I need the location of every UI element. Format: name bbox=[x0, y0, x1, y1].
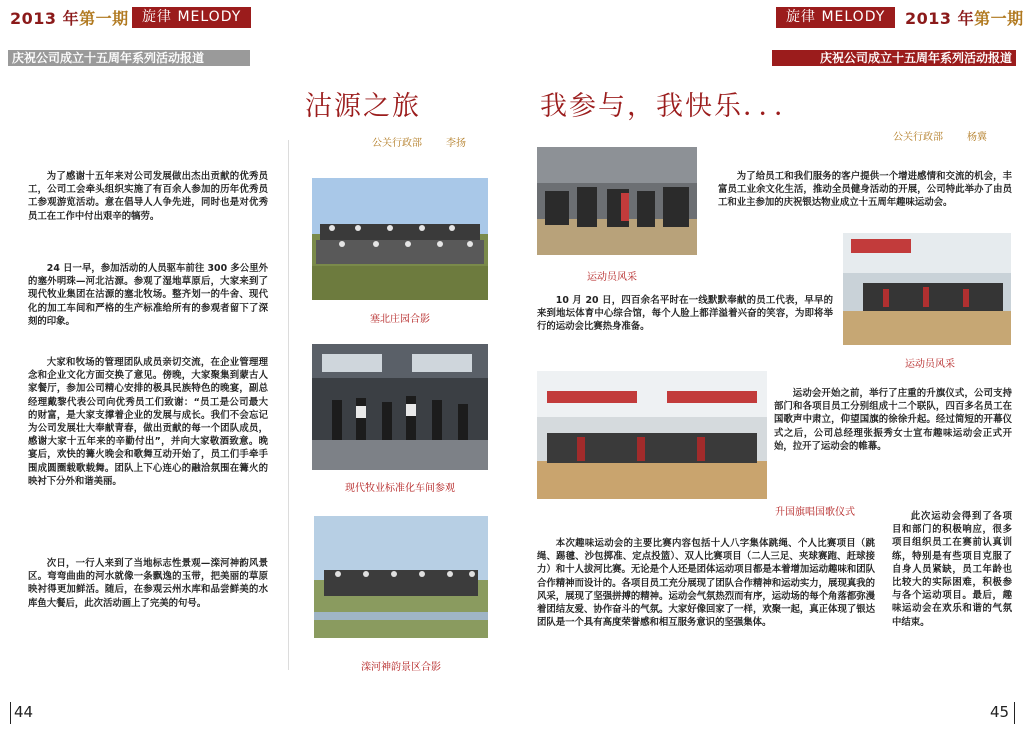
left-caption-3: 滦河神韵景区合影 bbox=[361, 662, 441, 673]
left-paragraph-3: 大家和牧场的管理团队成员亲切交流，在企业管理理念和企业文化方面交换了意见。傍晚，大家聚集到蒙古人家餐厅，参加公司精心安排的极具民族特色的晚宴，副总经理戴黎代表公司向优秀员工们致谢：“员工是公司最大的财富，是大家支撑着企业的发展与成长。我们不会忘记为公司发展壮大奉献青春，做出贡献的每一个团队成员，感谢大家十五年来的辛勤付出”，并向大家敬酒致意。晚宴后，欢快的篝火晚会和歌舞互动开始了，员工们手牵手围成圆圈载歌载舞。团队上下心连心的融洽氛围在篝火的映衬下分外和谐美丽。 bbox=[28, 357, 268, 487]
right-author: 杨冀 bbox=[967, 132, 987, 143]
right-series-title: 庆祝公司成立十五周年系列活动报道 bbox=[819, 51, 1012, 65]
left-column-divider bbox=[288, 140, 289, 670]
right-paragraph-4: 本次趣味运动会的主要比赛内容包括十人八字集体跳绳、个人比赛项目（跳绳、踢毽、沙包掷准、定点投篮）、双人比赛项目（二人三足、夹球赛跑、赶球接力）和十人拔河比赛。无论是个人还是团体运动项目都是本着增加运动趣味和团队合作精神而设计的。各项目员工充分展现了团队合作精神和运动实力，展现真我的风采，展现了坚强拼搏的精神。运动会气氛热烈而有序，运动场的每个角落都弥漫着团结友爱、协作奋斗的气氛。大家好像回家了一样，欢聚一起，真正体现了银达团队是一个具有高度荣誉感和相互服务意识的坚强集体。 bbox=[537, 538, 875, 629]
left-issue: 第一期 bbox=[79, 9, 129, 28]
photo-river-scenic bbox=[314, 516, 488, 638]
right-issue-date bbox=[905, 6, 1024, 29]
photo-flag-raising bbox=[537, 371, 767, 499]
photo-athletes-2 bbox=[843, 233, 1011, 345]
right-paragraph-1: 为了给员工和我们服务的客户提供一个增进感情和交流的机会，丰富员工业余文化生活，推动全员健身活动的开展，公司特此举办了由员工和业主参加的庆祝银达物业成立十五周年趣味运动会。 bbox=[718, 171, 1012, 209]
photo-athletes-1 bbox=[537, 147, 697, 255]
right-page-number: 45 bbox=[990, 703, 1010, 721]
left-issue-date bbox=[10, 6, 129, 29]
right-melody-badge: 旋律 MELODY bbox=[776, 7, 895, 28]
right-dept: 公关行政部 bbox=[893, 132, 943, 143]
right-caption-1: 运动员风采 bbox=[587, 272, 637, 283]
right-article-title: 我参与，我快乐．．． bbox=[540, 91, 803, 122]
left-melody-badge: 旋律 MELODY bbox=[132, 7, 251, 28]
left-dept: 公关行政部 bbox=[372, 138, 422, 149]
photo-workshop-visit bbox=[312, 344, 488, 470]
right-year: 2013 年 bbox=[905, 9, 975, 28]
left-paragraph-4: 次日，一行人来到了当地标志性景观—滦河神韵风景区。弯弯曲曲的河水就像一条飘逸的玉带，把美丽的草原映衬得更加鲜活。随后，在参观云州水库和品尝鲜美的水库鱼大餐后，此次活动画上了完美的句号。 bbox=[28, 558, 268, 609]
right-paragraph-3: 运动会开始之前，举行了庄重的升旗仪式，公司支持部门和各项目员工分别组成十二个联队，四百多名员工在国歌声中肃立，仰望国旗的徐徐升起。经过简短的开幕仪式之后，公司总经理张振秀女士宣布趣味运动会正式开始，拉开了运动会的帷幕。 bbox=[774, 388, 1012, 452]
left-article-title: 沽源之旅 bbox=[305, 91, 421, 122]
left-page-marker bbox=[10, 702, 11, 724]
photo-group-grassland bbox=[312, 178, 488, 300]
left-byline bbox=[372, 134, 466, 149]
left-caption-1: 塞北庄园合影 bbox=[370, 314, 430, 325]
left-page-number: 44 bbox=[14, 703, 34, 721]
left-caption-2: 现代牧业标准化车间参观 bbox=[345, 483, 455, 494]
right-paragraph-5: 此次运动会得到了各项目和部门的积极响应，很多项目组织员工在赛前认真训练，特别是有些项目克服了自身人员紧缺，员工年龄也比较大的实际困难，积极参与各个运动项目。最后，趣味运动会在欢乐和谐的气氛中结束。 bbox=[892, 511, 1012, 628]
right-series-bar bbox=[772, 50, 1016, 66]
left-year: 2013 年 bbox=[10, 9, 80, 28]
right-caption-3: 升国旗唱国歌仪式 bbox=[775, 507, 855, 518]
right-issue: 第一期 bbox=[974, 9, 1024, 28]
right-caption-2: 运动员风采 bbox=[905, 359, 955, 370]
right-paragraph-2: 10 月 20 日，四百余名平时在一线默默奉献的员工代表，早早的来到地坛体育中心综合馆，每个人脸上都洋溢着兴奋的笑容，为即将举行的运动会比赛热身准备。 bbox=[537, 295, 833, 333]
right-byline bbox=[893, 128, 987, 143]
left-author: 李扬 bbox=[446, 138, 466, 149]
left-paragraph-1: 为了感谢十五年来对公司发展做出杰出贡献的优秀员工，公司工会牵头组织实施了有百余人参加的历年优秀员工参观游览活动。意在倡导人人争先进，同时也是对优秀员工在工作中付出艰辛的犒劳。 bbox=[28, 171, 268, 222]
right-page-marker bbox=[1014, 702, 1015, 724]
left-series-bar bbox=[8, 50, 250, 66]
left-paragraph-2: 24 日一早，参加活动的人员驱车前往 300 多公里外的塞外明珠—河北沽源。参观了湿地草原后，大家来到了现代牧业集团在沽源的塞北牧场。整齐划一的牛舍、现代化的加工车间和严格的生产标准给所有的参观者留下了深刻的印象。 bbox=[28, 263, 268, 327]
left-series-title: 庆祝公司成立十五周年系列活动报道 bbox=[12, 51, 205, 65]
